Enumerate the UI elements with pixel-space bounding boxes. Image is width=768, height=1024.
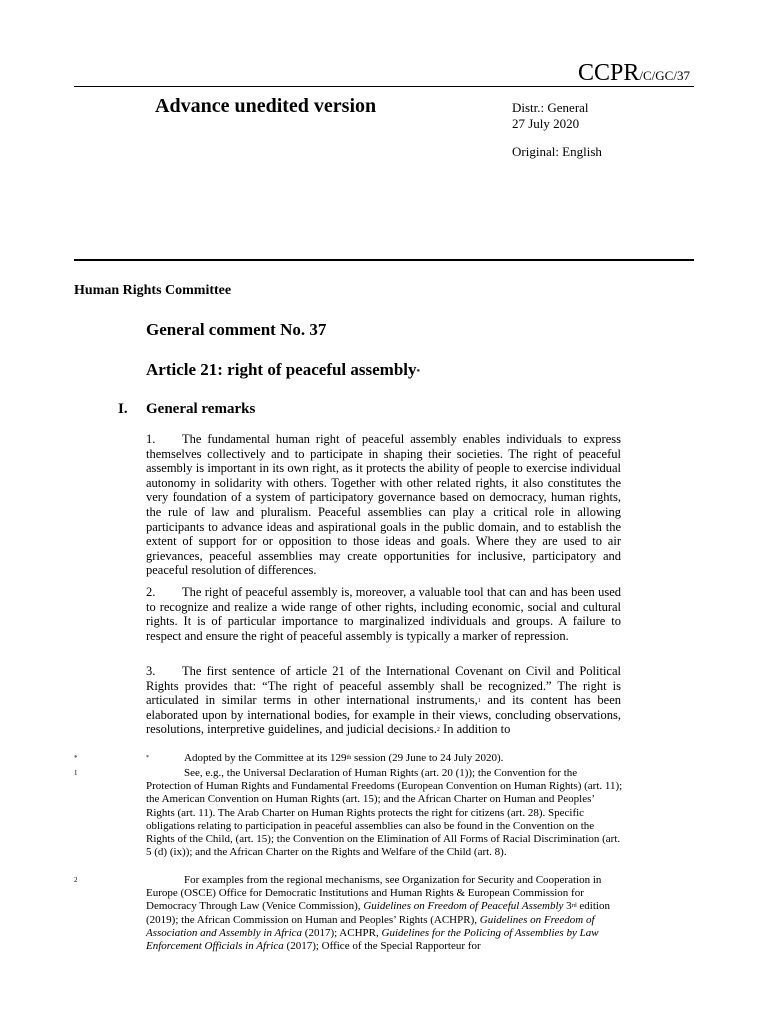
article-title [146, 359, 420, 381]
paragraph-2 [146, 585, 621, 643]
paragraph-text: The fundamental human right of peaceful assembly enables individuals to express themselves collectively and to participate in shaping their societies. The right of peaceful assembly is important in its own right, as it protects the ability of people to exercise individual autonomy in solidarity with others. Together with other related rights, it also constitutes the very foundation of a system of participatory governance based on democracy, human rights, the rule of law and pluralism. Peaceful assemblies can play a critical role in allowing participants to advance ideas and aspirational goals in the public domain, and to establish the extent of support for or opposition to those ideas and goals. Where they are used to air grievances, peaceful assemblies may create opportunities for inclusive, participatory and peaceful resolution of differences. [146, 432, 621, 578]
footnote-star [146, 752, 624, 765]
paragraph-text: The right of peaceful assembly is, moreover, a valuable tool that can and has been used to recognize and realize a wide range of other rights, including economic, social and cultural rights. It is of particular importance to marginalized individuals and groups. A failure to respect and ensure the right of peaceful assembly is typically a marker of repression. [146, 585, 621, 643]
document-date: 27 July 2020 [512, 116, 580, 131]
footnote-text: (2017); Office of the Special Rapporteur for [283, 940, 481, 953]
footnote-text: session (29 June to 24 July 2020). [351, 752, 504, 764]
section-number: I. [118, 401, 128, 417]
footnote-text: (2017); ACHPR, [302, 926, 382, 939]
committee-name: Human Rights Committee [74, 283, 232, 298]
footnote-citation-title: Guidelines on Freedom of Association and Assembly in Africa [146, 913, 595, 939]
paragraph-text: and its content has been elaborated upon by international bodies, for example in their views, concluding observations, resolutions, interpretive guidelines, and judicial decisions. [146, 693, 621, 737]
footnote-ref-1[interactable]: 1 [477, 698, 481, 705]
footnote-ref-2[interactable]: 2 [436, 727, 440, 734]
footnote-citation-title: Guidelines on Freedom of Peaceful Assembly [363, 900, 564, 913]
distribution-block [512, 100, 602, 160]
article-title-text: Article 21: right of peaceful assembly [146, 360, 417, 379]
footnote-margin-mark-star: * [74, 754, 78, 762]
footnote-superscript: rd [571, 903, 577, 910]
paragraph-1 [146, 432, 621, 578]
header-rule [74, 86, 694, 87]
advance-version-label: Advance unedited version [155, 95, 377, 117]
footnote-margin-mark-2: 2 [74, 876, 78, 884]
footnote-superscript: th [346, 755, 352, 761]
distribution-line: Distr.: General [512, 100, 589, 115]
section-title: General remarks [146, 401, 256, 417]
footnote-text: See, e.g., the Universal Declaration of Human Rights (art. 20 (1)); the Convention for the Protection of Human Rights and Fundamental Freedoms (European Convention on Human Rights) (art. 11); the American Convention on Human Rights (art. 15); and the African Charter on Human and Peoples’ Rights (art. 11). The Arab Charter on Human Rights protects the right for citizens (art. 28). Specific obligations relating to participation in peaceful assemblies can also be found in the Convention on the Rights of the Child, (art. 15); the Convention on the Elimination of All Forms of Racial Discrimination (art. 5 (d) (ix)); and the African Charter on the Rights and Welfare of the Child (art. 8). [146, 767, 623, 859]
paragraph-number: 2. [146, 585, 156, 599]
footnote-margin-mark-1: 1 [74, 769, 78, 777]
paragraph-number: 3. [146, 664, 156, 678]
footnote-text: Adopted by the Committee at its 129 [184, 752, 347, 764]
paragraph-number: 1. [146, 432, 156, 446]
document-title: General comment No. 37 [146, 320, 327, 339]
paragraph-text: The first sentence of article 21 of the International Covenant on Civil and Political Rights provides that: “The right of peaceful assembly shall be recognized.” The right is articulated in similar terms in other international instruments, [146, 664, 621, 708]
section-rule [74, 259, 694, 261]
paragraph-text: In addition to [439, 722, 511, 737]
paragraph-3 [146, 664, 621, 737]
footnote-text: edition (2019); the African Commission on Human and Peoples’ Rights (ACHPR), [146, 900, 610, 926]
footnote-citation-title: Guidelines for the Policing of Assemblies by Law Enforcement Officials in Africa [146, 926, 599, 953]
footnote-text: 3 [563, 900, 572, 913]
footnote-inline-mark: * [146, 755, 149, 761]
symbol-main: CCPR [578, 60, 640, 86]
footnote-2 [146, 874, 624, 953]
article-footnote-mark: * [416, 368, 421, 376]
original-language: Original: English [512, 144, 602, 159]
symbol-suffix: /C/GC/37 [639, 68, 690, 83]
footnote-1 [146, 767, 624, 859]
footnote-text: For examples from the regional mechanisms, see Organization for Security and Cooperation in Europe (OSCE) Office for Democratic Institutions and Human Rights & European Commission for Democracy Through Law (Venice Commission), [146, 874, 602, 913]
